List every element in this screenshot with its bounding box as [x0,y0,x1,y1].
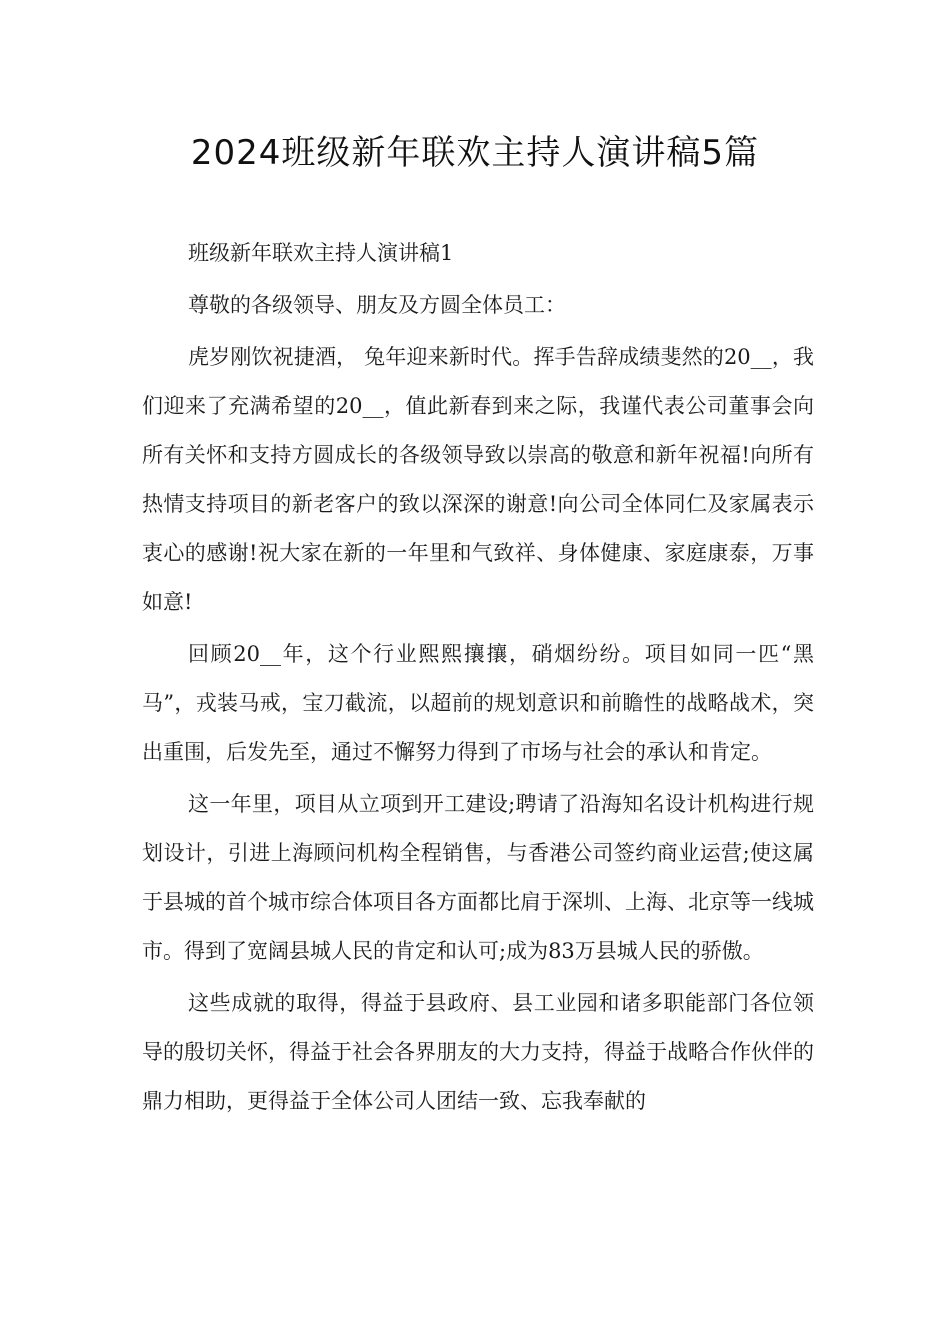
document-body [142,229,814,1126]
document-title: 2024班级新年联欢主持人演讲稿5篇 [190,133,760,173]
paragraph-review: 回顾20__年，这个行业熙熙攘攘，硝烟纷纷。项目如同一匹“黑马”，戎装马戒，宝刀截流，以超前的规划意识和前瞻性的战略战术，突出重围，后发先至，通过不懈努力得到了市场与社会的承认和肯定。 [142,642,814,764]
paragraph-greeting: 虎岁刚饮祝捷酒， 兔年迎来新时代。挥手告辞成绩斐然的20__，我们迎来了充满希望的20__，值此新春到来之际，我谨代表公司董事会向所有关怀和支持方圆成长的各级领导致以崇高的敬意和新年祝福!向所有热情支持项目的新老客户的致以深深的谢意!向公司全体同仁及家属表示衷心的感谢!祝大家在新的一年里和气致祥、身体健康、家庭康泰，万事如意! [142,345,814,614]
paragraph-year-achievements: 这一年里，项目从立项到开工建设;聘请了沿海知名设计机构进行规划设计，引进上海顾问机构全程销售，与香港公司签约商业运营;使这属于县城的首个城市综合体项目各方面都比肩于深圳、上海、北京等一线城市。得到了宽阔县城人民的肯定和认可;成为83万县城人民的骄傲。 [142,792,814,963]
salutation: 尊敬的各级领导、朋友及方圆全体员工： [188,293,566,317]
paragraph-thanks: 这些成就的取得，得益于县政府、县工业园和诸多职能部门各位领导的殷切关怀，得益于社会各界朋友的大力支持，得益于战略合作伙伴的鼎力相助，更得益于全体公司人团结一致、忘我奉献的 [142,991,814,1113]
section-heading: 班级新年联欢主持人演讲稿1 [188,241,454,265]
